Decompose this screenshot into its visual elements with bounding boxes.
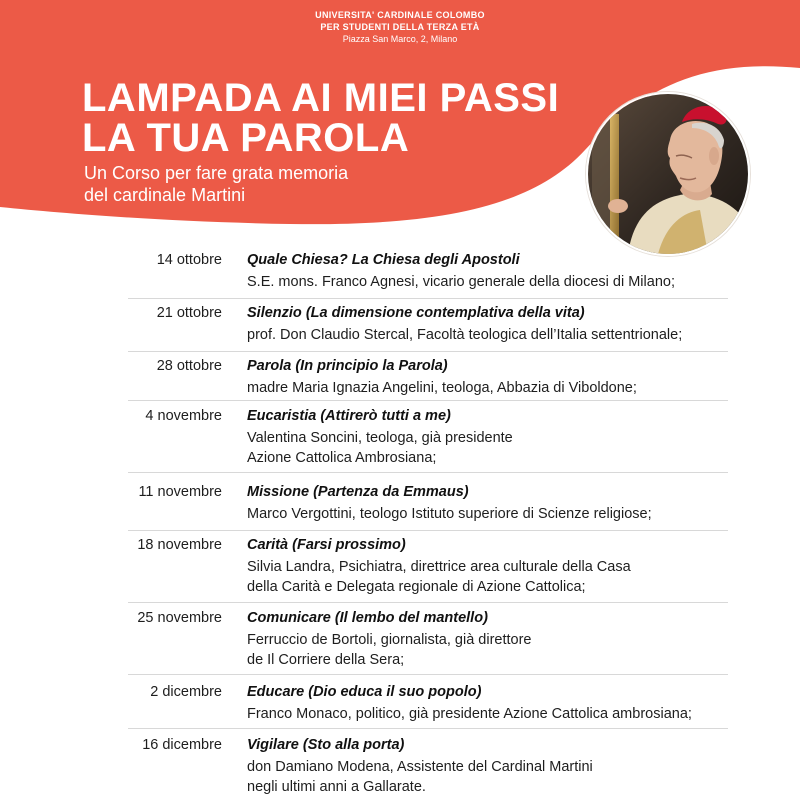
lesson-speaker-continued: de Il Corriere della Sera; bbox=[247, 652, 405, 668]
lesson-speaker: Silvia Landra, Psichiatra, direttrice area culturale della Casa bbox=[247, 559, 631, 575]
row-divider bbox=[128, 602, 728, 603]
subtitle-line-1: Un Corso per fare grata memoria bbox=[84, 163, 349, 183]
lesson-date: 4 novembre bbox=[145, 408, 222, 424]
subtitle-line-2: del cardinale Martini bbox=[84, 185, 246, 205]
page-title-line-2: LA TUA PAROLA bbox=[82, 116, 410, 160]
lesson-speaker-continued: negli ultimi anni a Gallarate. bbox=[247, 779, 426, 795]
lesson-date: 2 dicembre bbox=[150, 684, 222, 700]
lesson-date: 21 ottobre bbox=[156, 305, 222, 321]
lesson-topic: Missione (Partenza da Emmaus) bbox=[247, 484, 469, 500]
lesson-date: 16 dicembre bbox=[142, 737, 222, 753]
lesson-date: 18 novembre bbox=[137, 537, 222, 553]
lesson-speaker: S.E. mons. Franco Agnesi, vicario generale della diocesi di Milano; bbox=[247, 274, 675, 290]
page-title-line-1: LAMPADA AI MIEI PASSI bbox=[82, 76, 560, 120]
organization-name: UNIVERSITA' CARDINALE COLOMBO bbox=[315, 10, 485, 20]
row-divider bbox=[128, 298, 728, 299]
row-divider bbox=[128, 400, 728, 401]
lesson-date: 14 ottobre bbox=[156, 252, 222, 268]
lesson-speaker: madre Maria Ignazia Angelini, teologa, Abbazia di Viboldone; bbox=[247, 380, 637, 396]
lesson-speaker: Franco Monaco, politico, già presidente Azione Cattolica ambrosiana; bbox=[247, 706, 692, 722]
lesson-date: 28 ottobre bbox=[156, 358, 222, 374]
lesson-speaker: Valentina Soncini, teologa, già presidente bbox=[247, 430, 513, 446]
lesson-topic: Eucaristia (Attirerò tutti a me) bbox=[247, 408, 451, 424]
lesson-topic: Educare (Dio educa il suo popolo) bbox=[247, 684, 482, 700]
row-divider bbox=[128, 472, 728, 473]
lesson-topic: Parola (In principio la Parola) bbox=[247, 358, 448, 374]
lesson-topic: Quale Chiesa? La Chiesa degli Apostoli bbox=[247, 252, 520, 268]
lesson-speaker: don Damiano Modena, Assistente del Cardinal Martini bbox=[247, 759, 593, 775]
lesson-topic: Vigilare (Sto alla porta) bbox=[247, 737, 405, 753]
lesson-speaker: prof. Don Claudio Stercal, Facoltà teologica dell’Italia settentrionale; bbox=[247, 327, 683, 343]
portrait-illustration bbox=[588, 94, 748, 254]
lesson-speaker: Ferruccio de Bortoli, giornalista, già direttore bbox=[247, 632, 532, 648]
row-divider bbox=[128, 530, 728, 531]
lesson-speaker-continued: Azione Cattolica Ambrosiana; bbox=[247, 450, 437, 466]
row-divider bbox=[128, 351, 728, 352]
lesson-speaker: Marco Vergottini, teologo Istituto superiore di Scienze religiose; bbox=[247, 506, 652, 522]
lesson-speaker-continued: della Carità e Delegata regionale di Azione Cattolica; bbox=[247, 579, 586, 595]
row-divider bbox=[128, 674, 728, 675]
row-divider bbox=[128, 728, 728, 729]
cardinal-portrait bbox=[586, 92, 750, 256]
lesson-topic: Carità (Farsi prossimo) bbox=[247, 537, 406, 553]
lesson-topic: Comunicare (Il lembo del mantello) bbox=[247, 610, 488, 626]
organization-subtitle: PER STUDENTI DELLA TERZA ETÀ bbox=[320, 22, 480, 32]
organization-address: Piazza San Marco, 2, Milano bbox=[342, 34, 458, 44]
lesson-date: 25 novembre bbox=[137, 610, 222, 626]
lesson-topic: Silenzio (La dimensione contemplativa della vita) bbox=[247, 305, 585, 321]
lesson-date: 11 novembre bbox=[138, 484, 222, 500]
